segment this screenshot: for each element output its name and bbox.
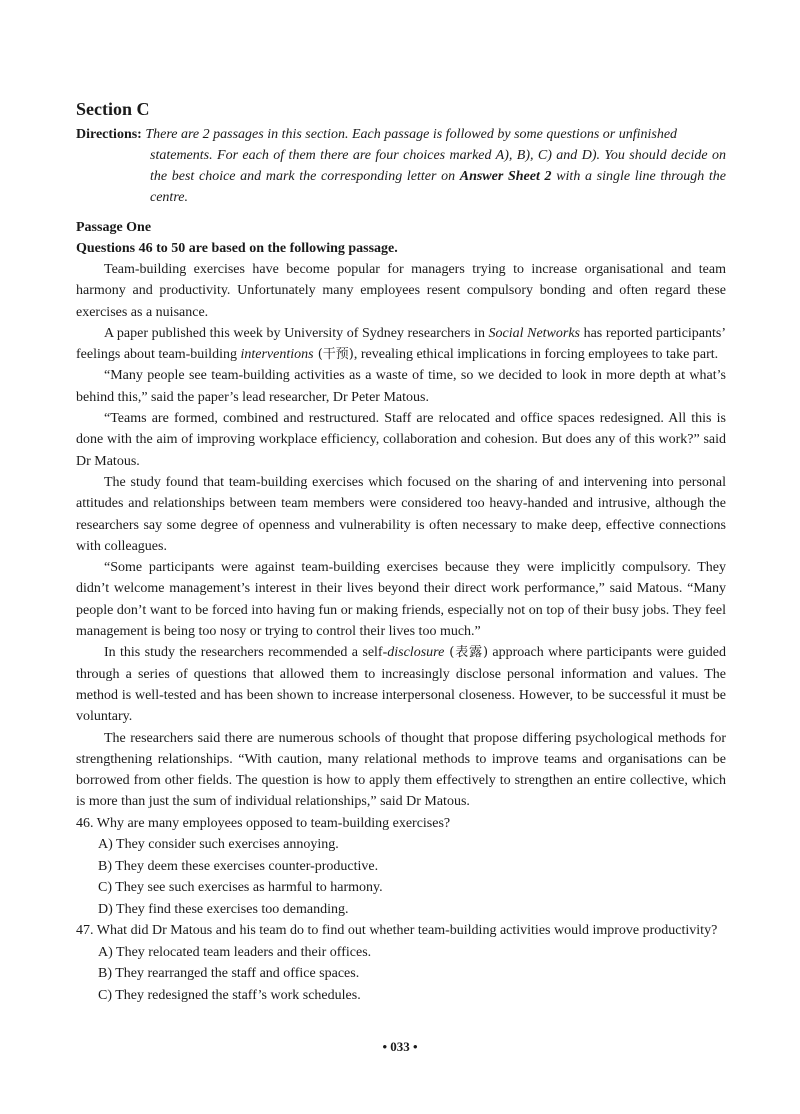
question-46 <box>76 813 726 921</box>
directions-rest <box>76 145 726 208</box>
section-title: Section C <box>76 99 150 119</box>
directions-text-1: There are 2 passages in this section. Each passage is followed by some questions or unfinished <box>145 127 678 142</box>
answer-option-c[interactable]: C) They redesigned the staff’s work schedules. <box>98 987 361 1003</box>
page-number: • 033 • <box>382 1039 418 1054</box>
directions-label: Directions: <box>76 127 142 142</box>
question-stem: 47. What did Dr Matous and his team do to find out whether team-building activities would improve productivity? <box>76 923 718 939</box>
paragraph-5: The study found that team-building exercises which focused on the sharing of and intervening into personal attitudes and relationships between team members were considered too heavy-handed and intrusive, although the researchers say some degree of openness and vulnerability is often necessary to make deep, effective connections with colleagues. <box>76 474 726 554</box>
answer-sheet-ref: Answer Sheet 2 <box>459 169 552 184</box>
paragraph-6: “Some participants were against team-building exercises because they were implicitly compulsory. They didn’t welcome management’s interest in their lives beyond their direct work performance,” said Matous. “Many people don’t want to be forced into having fun or making friends, especially not on top of their busy jobs. They feel management is being too nosy or trying to control their lives too much.” <box>76 560 726 640</box>
paragraph-7 <box>76 642 726 727</box>
answer-option-a[interactable]: A) They consider such exercises annoying. <box>98 837 339 853</box>
paragraph-3: “Many people see team-building activities as a waste of time, so we decided to look in more depth at what’s behind this,” said the paper’s lead researcher, Dr Peter Matous. <box>76 368 726 405</box>
questions-intro: Questions 46 to 50 are based on the following passage. <box>76 241 398 256</box>
paragraph-8: The researchers said there are numerous schools of thought that propose differing psychological methods for strengthening relationships. “With caution, many relational methods to improve teams and organisations can be borrowed from other fields. The question is how to apply them effectively to strengthen an entire collective, which is more than just the sum of individual relationships,” said Dr Matous. <box>76 730 726 810</box>
answer-option-b[interactable]: B) They rearranged the staff and office spaces. <box>98 966 360 982</box>
paragraph-4: “Teams are formed, combined and restructured. Staff are relocated and office spaces redesigned. All this is done with the aim of improving workplace efficiency, collaboration and cohesion. But does any of this work?” said Dr Matous. <box>76 411 726 469</box>
answer-option-d[interactable]: D) They find these exercises too demanding. <box>98 901 349 917</box>
question-47 <box>76 920 726 1006</box>
directions-text-2a: statements. For each of them there are four choices marked A), B), C) and D). You should decide on the best choice and mark the corresponding letter on <box>150 148 726 184</box>
gloss-interventions: (干预) <box>313 347 354 363</box>
directions <box>76 124 726 208</box>
exam-page <box>76 98 726 1006</box>
paragraph-1: Team-building exercises have become popular for managers trying to increase organisational and team harmony and productivity. Unfortunately many employees resent compulsory bonding and often regard these exercises as a nuisance. <box>76 262 726 320</box>
gloss-disclosure: (表露) <box>444 645 489 661</box>
p2-text-c: , revealing ethical implications in forcing employees to take part. <box>353 347 719 363</box>
journal-name: Social Networks <box>488 325 581 341</box>
directions-text-2b: with a single line through the centre. <box>150 169 726 205</box>
directions-first-line <box>76 124 726 145</box>
answer-option-b[interactable]: B) They deem these exercises counter-productive. <box>98 858 379 874</box>
term-disclosure: disclosure <box>387 645 445 661</box>
answer-option-c[interactable]: C) They see such exercises as harmful to harmony. <box>98 880 383 896</box>
p7-text-a: In this study the researchers recommended a self- <box>104 645 388 661</box>
p2-text-b: has reported participants’ feelings about team-building <box>76 325 727 363</box>
paragraph-2 <box>76 323 726 366</box>
p2-text-a: A paper published this week by University of Sydney researchers in <box>104 325 489 341</box>
p7-text-b: approach where participants were guided through a series of questions that allowed them to increasingly disclose personal information and values. The method is well-tested and has been shown to increase interpersonal closeness. However, to be successful it must be voluntary. <box>76 645 727 725</box>
passage-title: Passage One <box>76 220 152 235</box>
question-stem: 46. Why are many employees opposed to team-building exercises? <box>76 815 451 831</box>
answer-option-a[interactable]: A) They relocated team leaders and their offices. <box>98 944 372 960</box>
term-interventions: interventions <box>240 347 314 363</box>
